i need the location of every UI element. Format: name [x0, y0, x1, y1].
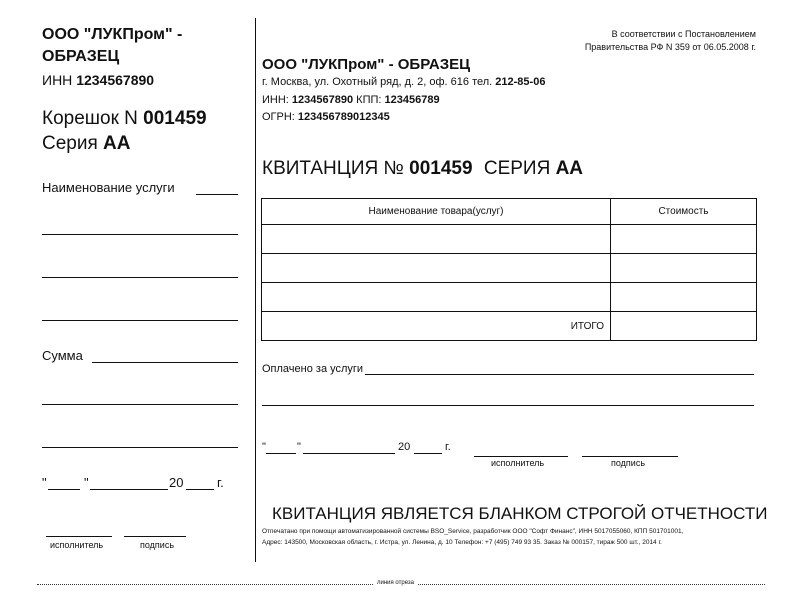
stub-service-line[interactable]: [196, 194, 238, 195]
receipt-date-year-prefix: 20: [398, 441, 411, 453]
stub-sum-line-2[interactable]: [42, 404, 238, 405]
stub-date-year-prefix: 20: [169, 475, 184, 490]
receipt-series-value: АА: [555, 158, 584, 179]
total-label: ИТОГО: [262, 312, 611, 341]
cut-line-label: линия отреза: [374, 580, 417, 586]
stub-koreshok-number: 001459: [143, 108, 207, 129]
receipt-number: 001459: [409, 158, 473, 179]
receipt-title-prefix: КВИТАНЦИЯ №: [262, 158, 404, 179]
receipt-date-suffix: г.: [445, 441, 451, 453]
paid-line[interactable]: [365, 374, 754, 375]
legal-note: [585, 28, 756, 54]
stub-company-line2: ОБРАЗЕЦ: [42, 48, 120, 65]
receipt-inn-label: ИНН:: [262, 94, 289, 106]
goods-table: [261, 198, 757, 341]
stub-company-name: [42, 24, 182, 68]
stub-executor-line[interactable]: [46, 536, 112, 537]
receipt-phone: 212-85-06: [495, 76, 546, 88]
stub-koreshok: [42, 108, 207, 130]
receipt-inn-kpp: [262, 94, 440, 106]
receipt-ogrn-value: 123456789012345: [297, 111, 390, 123]
receipt-kpp-label: КПП:: [356, 94, 382, 106]
stub-date-suffix: г.: [217, 475, 224, 490]
stub-sum-line-3[interactable]: [42, 447, 238, 448]
paid-line-2[interactable]: [262, 405, 754, 406]
goods-price-cell[interactable]: [611, 225, 757, 254]
receipt-date-quote-open: ": [262, 441, 266, 453]
legal-note-line2: Правительства РФ N 359 от 06.05.2008 г.: [584, 42, 756, 52]
receipt-executor-line[interactable]: [474, 456, 568, 457]
receipt-series-label: СЕРИЯ: [483, 158, 551, 179]
stub-date-quote-close: ": [84, 475, 89, 490]
stub-sum-line[interactable]: [92, 362, 238, 363]
goods-price-cell[interactable]: [611, 283, 757, 312]
goods-name-cell[interactable]: [262, 225, 611, 254]
stub-separator: [255, 18, 256, 562]
table-row: [262, 283, 757, 312]
stub-seria: [42, 133, 131, 155]
stub-inn-label: ИНН: [42, 72, 73, 88]
stub-koreshok-label: Корешок N: [42, 108, 138, 129]
stub-date-month-line[interactable]: [90, 489, 168, 490]
receipt-address-text: г. Москва, ул. Охотный ряд, д. 2, оф. 616 тел.: [262, 76, 493, 88]
receipt-inn-value: 1234567890: [291, 94, 354, 106]
goods-price-cell[interactable]: [611, 254, 757, 283]
legal-note-line1: В соответствии с Постановлением: [611, 29, 756, 39]
receipt-date-month-line[interactable]: [303, 453, 395, 454]
paid-label: Оплачено за услуги: [262, 363, 364, 375]
receipt-title: [262, 158, 583, 180]
stub-seria-label: Серия: [42, 133, 98, 154]
total-row: [262, 312, 757, 341]
goods-col-name: Наименование товара(услуг): [262, 199, 611, 225]
goods-col-price: Стоимость: [611, 199, 757, 225]
fine-print-2: Адрес: 143500, Московская область, г. Истра, ул. Ленина, д. 10 Телефон: +7 (495) 749 93 35. Заказ № 000157, тираж 500 шт., 2014 г.: [262, 539, 662, 546]
stub-service-label: Наименование услуги: [42, 180, 175, 195]
stub-date-year-line[interactable]: [186, 489, 214, 490]
fine-print-1: Отпечатано при помощи автоматизированной системы BSO_Service, разработчик ООО "Софт Финанс", ИНН 5017055060, КПП 501701001,: [262, 528, 684, 535]
stub-service-line-4[interactable]: [42, 320, 238, 321]
goods-name-cell[interactable]: [262, 254, 611, 283]
total-value-cell[interactable]: [611, 312, 757, 341]
stub-seria-value: АА: [103, 133, 131, 154]
goods-name-cell[interactable]: [262, 283, 611, 312]
table-row: [262, 254, 757, 283]
stub-inn: [42, 72, 154, 88]
receipt-ogrn-label: ОГРН:: [262, 111, 295, 123]
stub-service-line-3[interactable]: [42, 277, 238, 278]
receipt-date-quote-close: ": [297, 441, 301, 453]
receipt-date-year-line[interactable]: [414, 453, 442, 454]
strict-reporting-title: КВИТАНЦИЯ ЯВЛЯЕТСЯ БЛАНКОМ СТРОГОЙ ОТЧЕТНОСТИ: [272, 504, 768, 523]
stub-signature-line[interactable]: [124, 536, 186, 537]
receipt-company-name: ООО "ЛУКПром" - ОБРАЗЕЦ: [262, 56, 471, 73]
stub-sum-label: Сумма: [42, 348, 83, 363]
receipt-kpp-value: 123456789: [384, 94, 440, 106]
stub-service-line-2[interactable]: [42, 234, 238, 235]
receipt-date-day-line[interactable]: [266, 453, 296, 454]
stub-inn-value: 1234567890: [76, 72, 155, 88]
stub-date-day-line[interactable]: [48, 489, 80, 490]
stub-executor-label: исполнитель: [50, 540, 104, 550]
receipt-signature-label: подпись: [611, 458, 646, 468]
stub-date-quote-open: ": [42, 475, 47, 490]
receipt-address: [262, 76, 545, 88]
stub-signature-label: подпись: [140, 540, 175, 550]
receipt-ogrn: [262, 111, 390, 123]
receipt-executor-label: исполнитель: [491, 458, 545, 468]
goods-table-header: [262, 199, 757, 225]
stub-company-line1: ООО "ЛУКПром" -: [42, 26, 183, 43]
receipt-signature-line[interactable]: [582, 456, 678, 457]
table-row: [262, 225, 757, 254]
